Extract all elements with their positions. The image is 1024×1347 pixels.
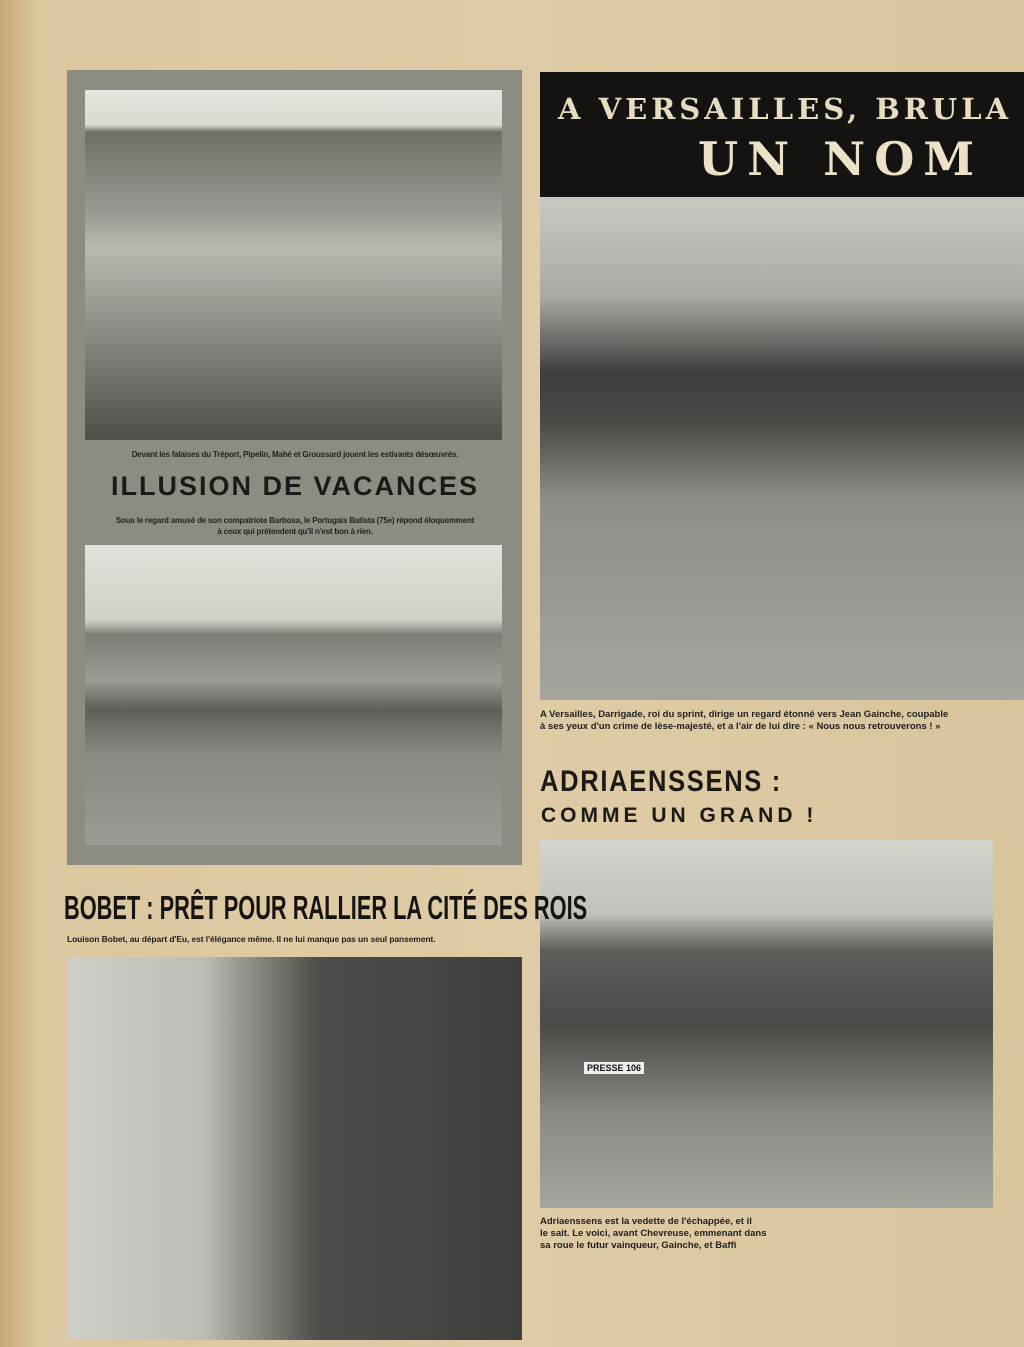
photo-treport-cliffs [85, 90, 502, 440]
caption-line: Adriaenssens est la vedette de l'échappée, et il [540, 1216, 752, 1227]
caption-line: le sait. Le voici, avant Chevreuse, emmenant dans [540, 1228, 767, 1239]
press-plate: PRESSE 106 [584, 1062, 644, 1074]
section-title: ADRIAENSSENS : [540, 765, 782, 798]
photo-caption: Louison Bobet, au départ d'Eu, est l'élégance même. Il ne lui manque pas un seul pansement. [67, 934, 436, 944]
photo-breakaway [540, 840, 993, 1208]
caption-line: à ses yeux d'un crime de lèse-majesté, et a l'air de lui dire : « Nous nous retrouverons ! » [540, 721, 941, 732]
photo-caption [72, 515, 518, 537]
photo-versailles-sprint [540, 197, 1024, 700]
caption-line: sa roue le futur vainqueur, Gainche, et Baffi [540, 1240, 737, 1251]
headline-line2: UN NOM [698, 132, 984, 186]
photo-caption: Devant les falaises du Tréport, Pipelin, Mahé et Groussard jouent les estivants désœuvrés. [131, 450, 459, 459]
section-title: ILLUSION DE VACANCES [110, 471, 480, 501]
caption-line: à ceux qui prétendent qu'il n'est bon à rien. [217, 527, 373, 536]
photo-caption [540, 1216, 860, 1252]
section-subtitle: COMME UN GRAND ! [541, 804, 818, 827]
headline-line1: A VERSAILLES, BRULA [558, 92, 1013, 126]
caption-line: Sous le regard amusé de son compatriote Barbosa, le Portugais Batista (75e) répond éloquemment [115, 516, 475, 525]
photo-bobet [67, 957, 522, 1340]
headline-band [540, 72, 1024, 197]
caption-line: A Versailles, Darrigade, roi du sprint, dirige un regard étonné vers Jean Gainche, coupable [540, 709, 949, 720]
photo-caption [540, 709, 1020, 733]
section-title: BOBET : PRÊT POUR RALLIER LA CITÉ DES ROIS [64, 889, 588, 926]
photo-handstand [85, 545, 502, 845]
